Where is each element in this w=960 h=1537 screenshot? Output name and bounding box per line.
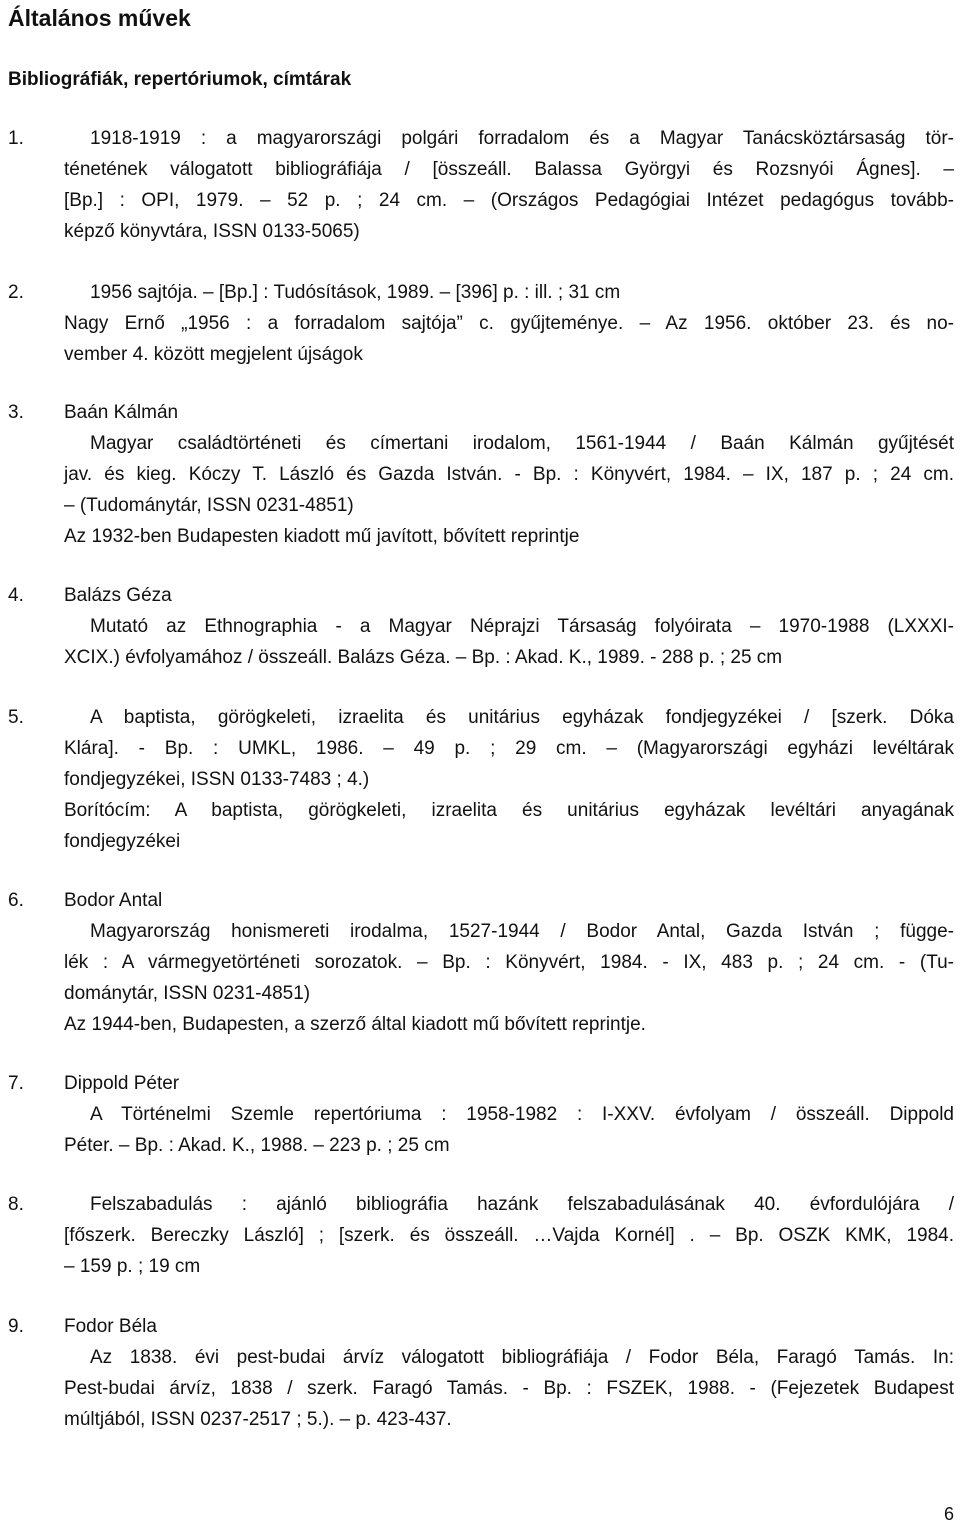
entry-line: A Történelmi Szemle repertóriuma : 1958-1982 : I-XXV. évfolyam / összeáll. Dippold <box>90 1104 954 1125</box>
entry-line: Klára]. - Bp. : UMKL, 1986. – 49 p. ; 29 cm. – (Magyarországi egyházi levéltárak <box>64 738 954 759</box>
entry-number: 9. <box>8 1316 24 1337</box>
entry-line: fondjegyzékei, ISSN 0133-7483 ; 4.) <box>64 769 370 790</box>
entry-author: Dippold Péter <box>64 1073 180 1094</box>
entry-line: A baptista, görögkeleti, izraelita és unitárius egyházak fondjegyzékei / [szerk. Dóka <box>90 707 954 728</box>
entry-note: fondjegyzékei <box>64 831 181 852</box>
entry-line: képző könyvtára, ISSN 0133-5065) <box>64 221 360 242</box>
entry-line: – 159 p. ; 19 cm <box>64 1256 201 1277</box>
entry-line: ténetének válogatott bibliográfiája / [összeáll. Balassa Györgyi és Rozsnyói Ágnes]. – <box>64 159 954 180</box>
entry-author: Baán Kálmán <box>64 402 179 423</box>
entry-line: Nagy Ernő „1956 : a forradalom sajtója” c. gyűjteménye. – Az 1956. október 23. és no- <box>64 313 954 334</box>
entry-line: Felszabadulás : ajánló bibliográfia hazánk felszabadulásának 40. évfordulójára / <box>90 1194 954 1215</box>
entry-line: [főszerk. Bereczky László] ; [szerk. és összeáll. …Vajda Kornél] . – Bp. OSZK KMK, 1984. <box>64 1225 954 1246</box>
entry-line: lék : A vármegyetörténeti sorozatok. – Bp. : Könyvért, 1984. - IX, 483 p. ; 24 cm. - (Tu- <box>64 952 954 973</box>
entry-line: 1956 sajtója. – [Bp.] : Tudósítások, 1989. – [396] p. : ill. ; 31 cm <box>90 282 621 303</box>
entry-author: Fodor Béla <box>64 1316 157 1337</box>
entry-author: Balázs Géza <box>64 585 172 606</box>
entry-line: Pest-budai árvíz, 1838 / szerk. Faragó Tamás. - Bp. : FSZEK, 1988. - (Fejezetek Budapest <box>64 1378 954 1399</box>
entry-line: dománytár, ISSN 0231-4851) <box>64 983 311 1004</box>
page-heading: Általános művek <box>8 5 191 31</box>
entry-line: [Bp.] : OPI, 1979. – 52 p. ; 24 cm. – (Országos Pedagógiai Intézet pedagógus tovább- <box>64 190 954 211</box>
page-number: 6 <box>943 1504 954 1524</box>
entry-number: 5. <box>8 707 24 728</box>
entry-number: 3. <box>8 402 24 423</box>
entry-number: 7. <box>8 1073 24 1094</box>
entry-note: Az 1944-ben, Budapesten, a szerző által kiadott mű bővített reprintje. <box>64 1014 646 1035</box>
entry-line: XCIX.) évfolyamához / összeáll. Balázs Géza. – Bp. : Akad. K., 1989. - 288 p. ; 25 cm <box>64 647 783 668</box>
entry-line: jav. és kieg. Kóczy T. László és Gazda István. - Bp. : Könyvért, 1984. – IX, 187 p. ; 24 cm. <box>64 464 954 485</box>
entry-number: 6. <box>8 890 24 911</box>
entry-line: Péter. – Bp. : Akad. K., 1988. – 223 p. ; 25 cm <box>64 1135 450 1156</box>
entry-line: Mutató az Ethnographia - a Magyar Néprajzi Társaság folyóirata – 1970-1988 (LXXXI- <box>90 616 954 637</box>
entry-note: Az 1932-ben Budapesten kiadott mű javított, bővített reprintje <box>64 526 580 547</box>
section-heading: Bibliográfiák, repertóriumok, címtárak <box>8 69 352 90</box>
entry-author: Bodor Antal <box>64 890 163 911</box>
entry-line: Magyarország honismereti irodalma, 1527-1944 / Bodor Antal, Gazda István ; függe- <box>90 921 954 942</box>
entry-line: múltjából, ISSN 0237-2517 ; 5.). – p. 423-437. <box>64 1409 452 1430</box>
entry-number: 4. <box>8 585 24 606</box>
entry-line: vember 4. között megjelent újságok <box>64 344 363 365</box>
entry-line: Az 1838. évi pest-budai árvíz válogatott bibliográfiája / Fodor Béla, Faragó Tamás. In: <box>90 1347 954 1368</box>
entry-number: 8. <box>8 1194 24 1215</box>
entry-line: Magyar családtörténeti és címertani irodalom, 1561-1944 / Baán Kálmán gyűjtését <box>90 433 954 454</box>
entry-line: 1918-1919 : a magyarországi polgári forradalom és a Magyar Tanácsköztársaság tör- <box>90 128 954 149</box>
entry-number: 2. <box>8 282 24 303</box>
entry-number: 1. <box>8 128 24 149</box>
entry-note: Borítócím: A baptista, görögkeleti, izraelita és unitárius egyházak levéltári anyagának <box>64 800 954 821</box>
entry-line: – (Tudománytár, ISSN 0231-4851) <box>64 495 354 516</box>
